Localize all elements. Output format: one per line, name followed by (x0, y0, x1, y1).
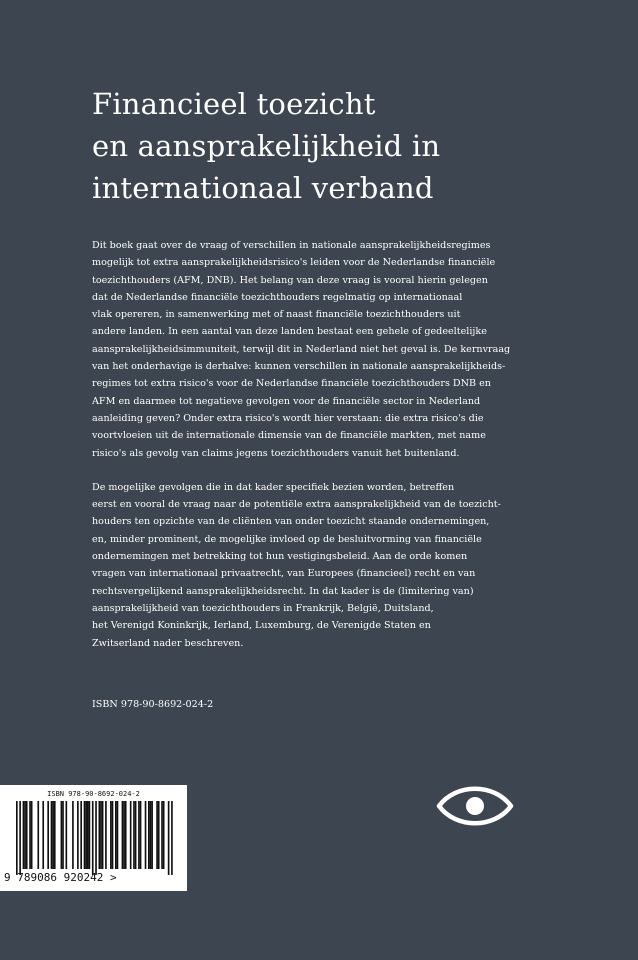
barcode-bar (133, 801, 135, 869)
barcode-bar (117, 801, 119, 869)
barcode-bar (26, 801, 28, 869)
barcode-bar (151, 801, 153, 869)
blurb-text (92, 237, 622, 652)
barcode-bar (37, 801, 39, 869)
text-line: andere landen. In een aantal van deze landen bestaat een gehele of gedeeltelijke (92, 326, 487, 338)
text-line: dat de Nederlandse financiële toezichthouders regelmatig op internationaal (92, 291, 463, 303)
barcode-bar (115, 801, 117, 869)
barcode-bar (161, 801, 163, 869)
barcode-bar (110, 801, 112, 869)
barcode-bar (135, 801, 137, 869)
barcode-bar (158, 801, 160, 869)
isbn-label: ISBN 978-90-8692-024-2 (92, 699, 214, 710)
barcode-bar (85, 801, 87, 869)
text-line: vlak opereren, in samenwerking met of naast financiële toezichthouders uit (92, 309, 461, 321)
text-line: AFM en daarmee tot negatieve gevolgen voor de financiële sector in Nederland (92, 395, 481, 407)
barcode (0, 785, 187, 891)
barcode-digits: 9 789086 920242 > (4, 871, 117, 884)
barcode-bar (29, 801, 31, 869)
barcode-bar (80, 801, 82, 869)
barcode-bar (102, 801, 104, 869)
barcode-bar (130, 801, 132, 869)
text-line: Dit boek gaat over de vraag of verschillen in nationale aansprakelijkheidsregimes (92, 240, 491, 251)
barcode-bar (51, 801, 53, 869)
text-line: De mogelijke gevolgen die in dat kader specifiek bezien worden, betreffen (92, 481, 455, 493)
text-line: aansprakelijkheid van toezichthouders in Frankrijk, België, Duitsland, (92, 602, 434, 614)
text-line: het Verenigd Koninkrijk, Ierland, Luxemburg, de Verenigde Staten en (92, 620, 431, 632)
text-line: mogelijk tot extra aansprakelijkheidsrisico's leiden voor de Nederlandse financiële (92, 257, 496, 269)
text-line: regimes tot extra risico's voor de Nederlandse financiële toezichthouders DNB en (92, 378, 491, 390)
text-line: eerst en vooral de vraag naar de potentiële extra aansprakelijkheid van de toezicht- (92, 499, 501, 511)
barcode-bar (19, 801, 21, 875)
text-line: van het onderhavige is derhalve: kunnen verschillen in nationale aansprakelijkheids- (92, 361, 506, 373)
barcode-bar (62, 801, 64, 869)
book-title (92, 83, 612, 209)
barcode-bar (168, 801, 170, 875)
barcode-bar (112, 801, 114, 869)
barcode-bar (156, 801, 158, 869)
barcode-bar (89, 801, 91, 869)
barcode-bar (138, 801, 140, 869)
text-line: ondernemingen met betrekking tot hun vestigingsbeleid. Aan de orde komen (92, 551, 468, 563)
barcode-bar (77, 801, 79, 869)
title-line-2: en aansprakelijkheid in (92, 129, 441, 163)
barcode-bar (47, 801, 49, 869)
text-line: voortvloeien uit de internationale dimensie van de financiële markten, met name (92, 430, 486, 442)
barcode-bar (123, 801, 125, 869)
barcode-bar (42, 801, 44, 869)
blurb-paragraph-1 (92, 237, 622, 462)
barcode-bar (150, 801, 152, 869)
barcode-bar (95, 801, 97, 875)
text-line: aanleiding geven? Onder extra risico's wordt hier verstaan: die extra risico's die (92, 412, 484, 424)
barcode-bar (84, 801, 86, 869)
barcode-bar (87, 801, 89, 869)
barcode-bar (92, 801, 94, 875)
barcode-bar (66, 801, 68, 869)
text-line: houders ten opzichte van de cliënten van onder toezicht staande ondernemingen, (92, 516, 490, 528)
barcode-bar (54, 801, 56, 869)
barcode-bar (105, 801, 107, 869)
text-line: risico's als gevolg van claims jegens toezichthouders vanuit het buitenland. (92, 447, 460, 459)
barcode-bar (163, 801, 165, 869)
text-line: rechtsvergelijkend aansprakelijkheidsrecht. In dat kader is de (limitering van) (92, 585, 474, 597)
barcode-bar (171, 801, 173, 875)
barcode-isbn-label: ISBN 978-90-8692-024-2 (47, 790, 140, 798)
barcode-bar (24, 801, 26, 869)
barcode-bar (148, 801, 150, 869)
eye-icon (436, 785, 514, 827)
barcode-bar (99, 801, 101, 869)
text-line: en, minder prominent, de mogelijke invloed op de besluitvorming van financiële (92, 533, 482, 545)
text-line: vragen van internationaal privaatrecht, van Europees (financieel) recht en van (92, 568, 476, 580)
barcode-bar (125, 801, 127, 869)
text-line: Zwitserland nader beschreven. (92, 637, 244, 649)
text-line: toezichthouders (AFM, DNB). Het belang van deze vraag is vooral hierin gelegen (92, 274, 488, 286)
barcode-bar (16, 801, 18, 875)
barcode-bar (52, 801, 54, 869)
barcode-bar (122, 801, 124, 869)
barcode-bar (23, 801, 25, 869)
barcode-bar (72, 801, 74, 869)
text-line: aansprakelijkheidsimmuniteit, terwijl dit in Nederland niet het geval is. De kernvraag (92, 343, 511, 355)
barcode-bar (140, 801, 142, 869)
barcode-bar (61, 801, 63, 869)
title-line-3: internationaal verband (92, 171, 434, 205)
barcode-bar (31, 801, 33, 869)
blurb-paragraph-2 (92, 479, 622, 652)
barcode-bar (100, 801, 102, 869)
barcode-bar (145, 801, 147, 869)
title-line-1: Financieel toezicht (92, 87, 376, 121)
